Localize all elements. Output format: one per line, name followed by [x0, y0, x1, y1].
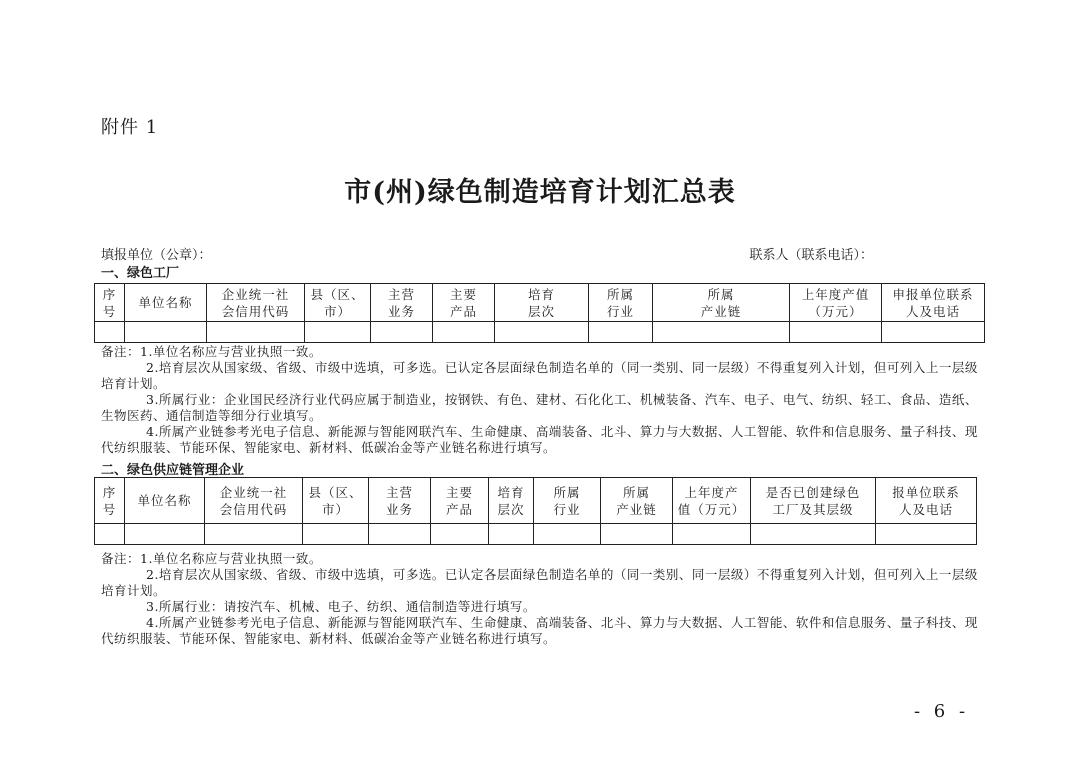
column-header-line: 县（区、	[310, 286, 365, 302]
table-header-row	[95, 284, 985, 322]
column-header	[673, 478, 751, 524]
column-header-line: 业务	[385, 501, 413, 517]
table-cell[interactable]	[371, 322, 433, 343]
notes-green-supply-chain	[101, 551, 981, 647]
column-header-line: 主要	[449, 286, 477, 302]
column-header-line: 号	[102, 501, 117, 517]
column-header-line: 人及电话	[898, 501, 953, 517]
column-header-line: 市）	[323, 303, 351, 319]
column-header	[371, 284, 433, 322]
section-heading-green-factory: 一、绿色工厂	[101, 266, 180, 281]
column-header-line: 单位名称	[137, 493, 192, 508]
column-header	[369, 478, 431, 524]
column-header	[882, 284, 985, 322]
note-4: 4.所属产业链参考光电子信息、新能源与智能网联汽车、生命健康、高端装备、北斗、算力与大数据、人工智能、软件和信息服务、量子科技、现代纺织服装、节能环保、智能家电、新材料、低碳冶金等产业链名称进行填写。	[101, 424, 978, 455]
column-header	[431, 478, 489, 524]
note-3: 3.所属行业：请按汽车、机械、电子、纺织、通信制造等进行填写。	[146, 599, 536, 614]
column-header-line: 工厂及其层级	[772, 501, 854, 517]
column-header-line: 所属	[622, 484, 650, 500]
column-header-line: 产品	[449, 303, 477, 319]
column-header-line: 主营	[385, 484, 413, 500]
column-header	[489, 478, 534, 524]
fill-unit-label: 填报单位（公章）：	[101, 248, 212, 263]
column-header-line: 上年度产	[684, 484, 739, 500]
column-header-line: 产品	[445, 501, 473, 517]
column-header-line: 报单位联系	[892, 484, 960, 500]
table-cell[interactable]	[589, 322, 653, 343]
table-row	[95, 524, 977, 545]
note-2: 2.培育层次从国家级、省级、市级中选填，可多选。已认定各层面绿色制造名单的（同一类别、同一层级）不得重复列入计划，但可列入上一层级培育计划。	[101, 567, 978, 598]
table-cell[interactable]	[751, 524, 876, 545]
table-cell[interactable]	[495, 322, 589, 343]
table-cell[interactable]	[433, 322, 495, 343]
table-cell[interactable]	[205, 524, 303, 545]
table-cell[interactable]	[369, 524, 431, 545]
table-cell[interactable]	[882, 322, 985, 343]
column-header	[534, 478, 601, 524]
column-header-line: 申报单位联系	[892, 286, 974, 302]
column-header-line: 所属	[707, 286, 735, 302]
table-cell[interactable]	[305, 322, 371, 343]
column-header	[95, 284, 125, 322]
table-cell[interactable]	[790, 322, 882, 343]
column-header-line: 主要	[445, 484, 473, 500]
column-header-line: 是否已创建绿色	[765, 484, 861, 500]
table-cell[interactable]	[95, 524, 125, 545]
table-cell[interactable]	[303, 524, 369, 545]
column-header-line: 县（区、	[308, 484, 363, 500]
column-header-line: 序	[102, 286, 117, 302]
column-header-line: 所属	[553, 484, 581, 500]
fill-info-row	[101, 244, 873, 263]
column-header	[95, 478, 125, 524]
column-header-line: 主营	[387, 286, 415, 302]
note-3: 3.所属行业：企业国民经济行业代码应属于制造业，按钢铁、有色、建材、石化化工、机械装备、汽车、电子、电气、纺织、轻工、食品、造纸、生物医药、通信制造等细分行业填写。	[101, 392, 978, 423]
column-header-line: 业务	[387, 303, 415, 319]
table-cell[interactable]	[673, 524, 751, 545]
green-factory-table	[94, 283, 985, 343]
note-1: 备注：1.单位名称应与营业执照一致。	[101, 551, 322, 566]
column-header-line: 行业	[553, 501, 581, 517]
notes-green-factory	[101, 344, 981, 456]
column-header	[495, 284, 589, 322]
column-header-line: 行业	[606, 303, 634, 319]
table-row	[95, 322, 985, 343]
column-header-line: 号	[102, 303, 117, 319]
note-1: 备注：1.单位名称应与营业执照一致。	[101, 344, 322, 359]
column-header	[125, 478, 205, 524]
table-cell[interactable]	[431, 524, 489, 545]
page-title: 市(州)绿色制造培育计划汇总表	[344, 177, 736, 208]
column-header	[125, 284, 207, 322]
table-cell[interactable]	[653, 322, 790, 343]
table-cell[interactable]	[489, 524, 534, 545]
contact-label: 联系人（联系电话）：	[749, 248, 873, 263]
table-cell[interactable]	[534, 524, 601, 545]
table-header-row	[95, 478, 977, 524]
column-header-line: 产业链	[700, 303, 742, 319]
column-header-line: 企业统一社	[219, 484, 288, 500]
column-header-line: 会信用代码	[219, 501, 288, 517]
column-header	[790, 284, 882, 322]
column-header	[207, 284, 305, 322]
column-header-line: 值（万元）	[677, 501, 746, 517]
column-header	[653, 284, 790, 322]
column-header	[601, 478, 673, 524]
column-header	[589, 284, 653, 322]
column-header	[205, 478, 303, 524]
column-header-line: 层次	[497, 501, 525, 517]
column-header-line: 上年度产值	[801, 286, 870, 302]
column-header-line: 序	[102, 484, 117, 500]
column-header-line: 人及电话	[905, 303, 960, 319]
column-header-line: 层次	[527, 303, 555, 319]
column-header	[303, 478, 369, 524]
page-number: - 6 -	[914, 701, 970, 722]
note-2: 2.培育层次从国家级、省级、市级中选填，可多选。已认定各层面绿色制造名单的（同一类别、同一层级）不得重复列入计划，但可列入上一层级培育计划。	[101, 360, 978, 391]
table-cell[interactable]	[125, 524, 205, 545]
column-header	[876, 478, 977, 524]
table-cell[interactable]	[207, 322, 305, 343]
table-cell[interactable]	[95, 322, 125, 343]
attachment-label: 附件 1	[101, 117, 159, 138]
column-header-line: （万元）	[808, 303, 863, 319]
column-header-line: 会信用代码	[221, 303, 290, 319]
table-cell[interactable]	[601, 524, 673, 545]
column-header	[751, 478, 876, 524]
column-header-line: 市）	[321, 501, 349, 517]
section-heading-green-supply-chain: 二、绿色供应链管理企业	[101, 463, 245, 478]
table-cell[interactable]	[125, 322, 207, 343]
column-header-line: 培育	[497, 484, 525, 500]
column-header-line: 培育	[527, 286, 555, 302]
column-header-line: 企业统一社	[221, 286, 290, 302]
green-supply-chain-table	[94, 477, 977, 545]
table-cell[interactable]	[876, 524, 977, 545]
column-header	[433, 284, 495, 322]
note-4: 4.所属产业链参考光电子信息、新能源与智能网联汽车、生命健康、高端装备、北斗、算力与大数据、人工智能、软件和信息服务、量子科技、现代纺织服装、节能环保、智能家电、新材料、低碳冶金等产业链名称进行填写。	[101, 615, 978, 646]
column-header-line: 所属	[606, 286, 634, 302]
column-header-line: 产业链	[616, 501, 657, 517]
column-header-line: 单位名称	[138, 295, 193, 310]
column-header	[305, 284, 371, 322]
